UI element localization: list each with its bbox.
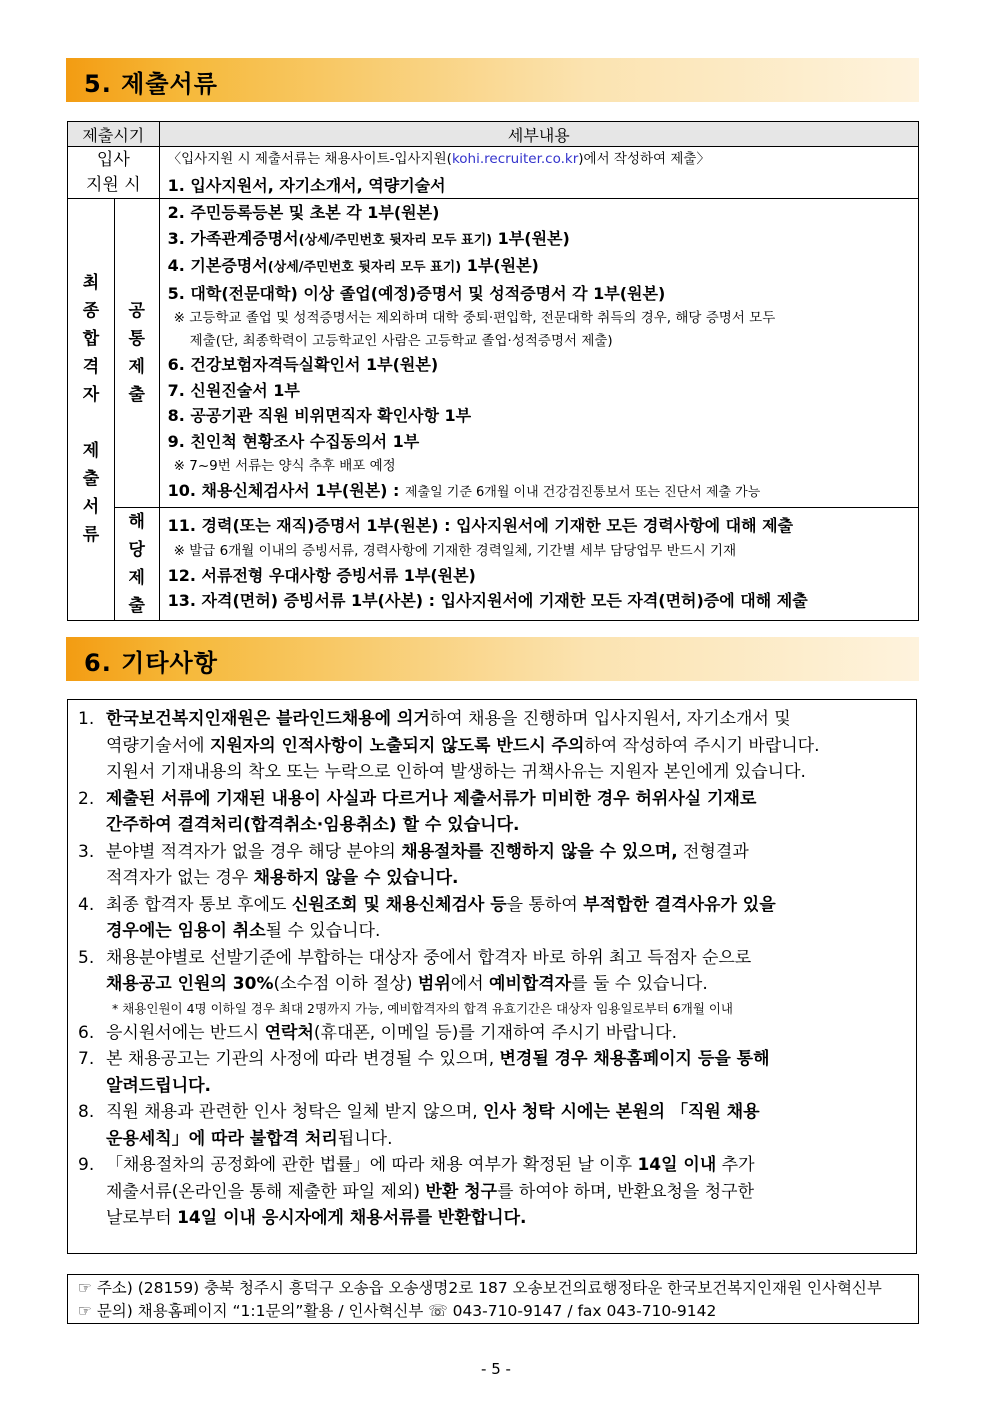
section6-title: 6. 기타사항	[84, 649, 218, 677]
footer-contact: ☞ 문의) 채용홈페이지 “1:1문의”활용 / 인사혁신부 ☏ 043-710-9147 / fax 043-710-9142	[78, 1302, 717, 1320]
note-num: 2.	[78, 788, 95, 809]
note-text: 추가	[716, 1155, 755, 1175]
item4-end: 1부(원본)	[461, 256, 539, 275]
final-label-char: 제	[82, 441, 100, 462]
item2: 2. 주민등록등본 및 초본 각 1부(원본)	[167, 203, 440, 222]
note-bold: 14일 이내 응시자에게 채용서류를 반환합니다.	[177, 1208, 527, 1228]
note-text: 직원 채용과 관련한 인사 청탁은 일체 받지 않으며,	[106, 1102, 484, 1122]
apply-item1: 1. 입사지원서, 자기소개서, 역량기술서	[167, 175, 446, 195]
note-text: (휴대폰, 이메일 등)를 기재하여 주시기 바랍니다.	[313, 1022, 677, 1043]
note-item-2	[78, 786, 916, 839]
page-number: - 5 -	[481, 1360, 511, 1378]
note-item-6	[78, 1020, 916, 1047]
note-bold: 채용절차를 진행하지 않을 수 있으며,	[401, 841, 678, 862]
item12: 12. 서류전형 우대사항 증빙서류 1부(원본)	[167, 565, 476, 585]
note-text: 역량기술서에	[106, 735, 210, 756]
note-text: 분야별 적격자가 없을 경우 해당 분야의	[106, 841, 402, 862]
item11: 11. 경력(또는 재직)증명서 1부(원본) : 입사지원서에 기재한 모든 경력사항에 대해 제출	[167, 516, 794, 536]
specific-label-char: 제	[128, 567, 145, 588]
documents-table	[67, 121, 919, 621]
note-bold: 지원자의 인적사항이 노출되지 않도록 반드시 주의	[209, 735, 585, 756]
final-label-char: 종	[82, 301, 100, 322]
note-item-8	[78, 1099, 916, 1152]
note-bold: 채용공고 인원의 30%	[106, 974, 274, 994]
note-text: 를 둘 수 있습니다.	[571, 974, 708, 994]
note-text: 본 채용공고는 기관의 사정에 따라 변경될 수 있으며,	[106, 1049, 500, 1069]
note-text: 제출서류(온라인을 통해 제출한 파일 제외)	[106, 1181, 426, 1202]
note-text: 를 하여야 하며, 반환요청을 청구한	[497, 1181, 755, 1202]
specific-label	[114, 507, 159, 620]
note-bold: 신원조회 및 채용신체검사 등	[291, 894, 507, 915]
final-label-char: 최	[82, 273, 100, 294]
note-bold: 변경될 경우 채용홈페이지 등을 통해	[499, 1049, 770, 1069]
note-num: 6.	[78, 1022, 95, 1043]
final-label-char: 합	[82, 329, 100, 350]
apply-timing-line1: 입사	[96, 149, 130, 170]
note-text: 됩니다.	[337, 1128, 393, 1149]
final-label-gap	[68, 409, 114, 437]
note-item-5	[78, 945, 916, 1020]
common-label-char: 출	[128, 384, 145, 405]
apply-timing-line2: 지원 시	[85, 174, 141, 195]
common-label-char: 공	[128, 300, 145, 321]
final-label-char: 자	[82, 385, 100, 406]
note-text: 응시원서에는 반드시	[106, 1022, 265, 1043]
item7: 7. 신원진술서 1부	[167, 380, 300, 400]
section5-title: 5. 제출서류	[84, 70, 218, 98]
note-bold: 예비합격자	[489, 974, 572, 994]
final-label-char: 격	[82, 357, 100, 378]
note-num: 9.	[78, 1155, 95, 1175]
section6-header	[66, 637, 919, 681]
note-text: 하여 채용을 진행하며 입사지원서, 자기소개서 및	[429, 709, 791, 729]
common-label-char: 제	[128, 356, 145, 377]
note-bold: 부적합한 결격사유가 있을	[583, 894, 776, 915]
note-num: 1.	[78, 709, 95, 729]
item10-small: 제출일 기준 6개월 이내 건강검진통보서 또는 진단서 제출 가능	[404, 485, 761, 500]
item3-end: 1부(원본)	[492, 228, 570, 248]
note-num: 3.	[78, 841, 95, 862]
note-num: 5.	[78, 947, 95, 968]
item8: 8. 공공기관 직원 비위면직자 확인사항 1부	[167, 406, 472, 425]
note-text: 적격자가 없는 경우	[106, 868, 254, 888]
note-item-3	[78, 839, 916, 892]
note-item-1	[78, 706, 916, 786]
note-bold: 한국보건복지인재원은 블라인드채용에 의거	[106, 709, 430, 729]
item11-note: ※ 발급 6개월 이내의 증빙서류, 경력사항에 기재한 경력일체, 기간별 세부 담당업무 반드시 기재	[173, 542, 737, 559]
note-text: 날로부터	[106, 1208, 178, 1228]
specific-detail-cell	[159, 507, 918, 620]
note-item-9	[78, 1152, 916, 1232]
apply-note-pre: 〈입사지원 시 제출서류는 채용사이트-입사지원(	[167, 151, 452, 167]
recruit-site-link[interactable]: kohi.recruiter.co.kr	[451, 151, 579, 167]
final-label-char: 류	[82, 525, 100, 546]
item7-9-note: ※ 7~9번 서류는 양식 추후 배포 예정	[173, 458, 396, 474]
item3	[160, 226, 918, 254]
note-text: 「채용절차의 공정화에 관한 법률」에 따라 채용 여부가 확정된 날 이후	[106, 1155, 638, 1175]
item13: 13. 자격(면허) 증빙서류 1부(사본) : 입사지원서에 기재한 모든 자격(면허)증에 대해 제출	[167, 591, 808, 611]
note-text: (소수점 이하 절상)	[273, 974, 418, 994]
item5-note1: ※ 고등학교 졸업 및 성적증명서는 제외하며 대학 중퇴·편입학, 전문대학 취득의 경우, 해당 증명서 모두	[173, 310, 776, 326]
note-text: 최종 합격자 통보 후에도	[106, 894, 292, 915]
common-detail-cell	[159, 199, 918, 508]
item4	[160, 253, 918, 281]
specific-label-char: 당	[128, 539, 145, 560]
note-num: 8.	[78, 1102, 95, 1122]
note-bold: 운용세칙」에 따라 불합격 처리	[106, 1128, 338, 1149]
item9: 9. 친인척 현황조사 수집동의서 1부	[167, 431, 420, 451]
note-text: 하여 작성하여 주시기 바랍니다.	[584, 735, 820, 756]
note-num: 7.	[78, 1049, 95, 1069]
header-timing: 제출시기	[68, 122, 160, 147]
note-text: 채용분야별로 선발기준에 부합하는 대상자 중에서 합격자 바로 하위 최고 득점자 순으로	[106, 947, 752, 968]
item3-small: (상세/주민번호 뒷자리 모두 표기)	[298, 232, 493, 248]
final-pass-label	[68, 199, 115, 621]
note-text: 될 수 있습니다.	[265, 921, 381, 941]
note-text: 을 통하여	[506, 894, 584, 915]
item6: 6. 건강보험자격득실확인서 1부(원본)	[167, 355, 439, 374]
item5: 5. 대학(전문대학) 이상 졸업(예정)증명서 및 성적증명서 각 1부(원본)	[167, 283, 666, 303]
note-text: 에서	[450, 974, 490, 994]
note-text: 전형결과	[677, 841, 749, 862]
note-bold: 14일 이내	[637, 1155, 717, 1175]
note-item-4	[78, 892, 916, 945]
note-bold: 채용하지 않을 수 있습니다.	[253, 868, 459, 888]
final-label-char: 서	[82, 497, 100, 518]
section5-header	[66, 58, 919, 102]
note-text: 지원서 기재내용의 착오 또는 누락으로 인하여 발생하는 귀책사유는 지원자 본인에게 있습니다.	[106, 762, 806, 782]
apply-timing-cell	[68, 147, 160, 199]
note-num: 4.	[78, 894, 95, 915]
other-notes-box	[67, 699, 917, 1254]
note-bold: 제출된 서류에 기재된 내용이 사실과 다르거나 제출서류가 미비한 경우 허위사실 기재로	[106, 788, 757, 809]
note-bold: 알려드립니다.	[106, 1075, 211, 1096]
item10	[160, 478, 918, 506]
item4-main: 4. 기본증명서	[167, 256, 268, 275]
header-detail: 세부내용	[159, 122, 918, 147]
note-bold: 범위	[417, 974, 451, 994]
note-bold: 경우에는 임용이 취소	[106, 921, 266, 941]
item4-small: (상세/주민번호 뒷자리 모두 표기)	[267, 260, 462, 275]
note-bold: 반환 청구	[425, 1181, 498, 1202]
contact-box	[67, 1274, 919, 1324]
common-label-char: 통	[128, 328, 145, 349]
item3-main: 3. 가족관계증명서	[167, 228, 299, 248]
apply-note	[160, 147, 918, 173]
common-label	[114, 199, 159, 508]
final-label-char: 출	[82, 469, 100, 490]
apply-detail-cell	[159, 147, 918, 199]
note-small: * 채용인원이 4명 이하일 경우 최대 2명까지 가능, 예비합격자의 합격 유효기간은 대상자 임용일로부터 6개월 이내	[112, 1000, 734, 1016]
note-bold: 인사 청탁 시에는 본원의 「직원 채용	[483, 1102, 760, 1122]
footer-address: ☞ 주소) (28159) 충북 청주시 흥덕구 오송읍 오송생명2로 187 오송보건의료행정타운 한국보건복지인재원 인사혁신부	[78, 1279, 882, 1297]
note-bold: 간주하여 결격처리(합격취소·임용취소) 할 수 있습니다.	[106, 815, 520, 835]
apply-note-post: )에서 작성하여 제출〉	[578, 151, 710, 167]
note-item-7	[78, 1046, 916, 1099]
item10-main: 10. 채용신체검사서 1부(원본) :	[167, 481, 405, 500]
note-bold: 연락처	[264, 1022, 314, 1043]
specific-label-char: 해	[128, 511, 145, 532]
item5-note2: 제출(단, 최종학력이 고등학교인 사람은 고등학교 졸업·성적증명서 제출)	[189, 333, 613, 349]
specific-label-char: 출	[128, 595, 145, 616]
